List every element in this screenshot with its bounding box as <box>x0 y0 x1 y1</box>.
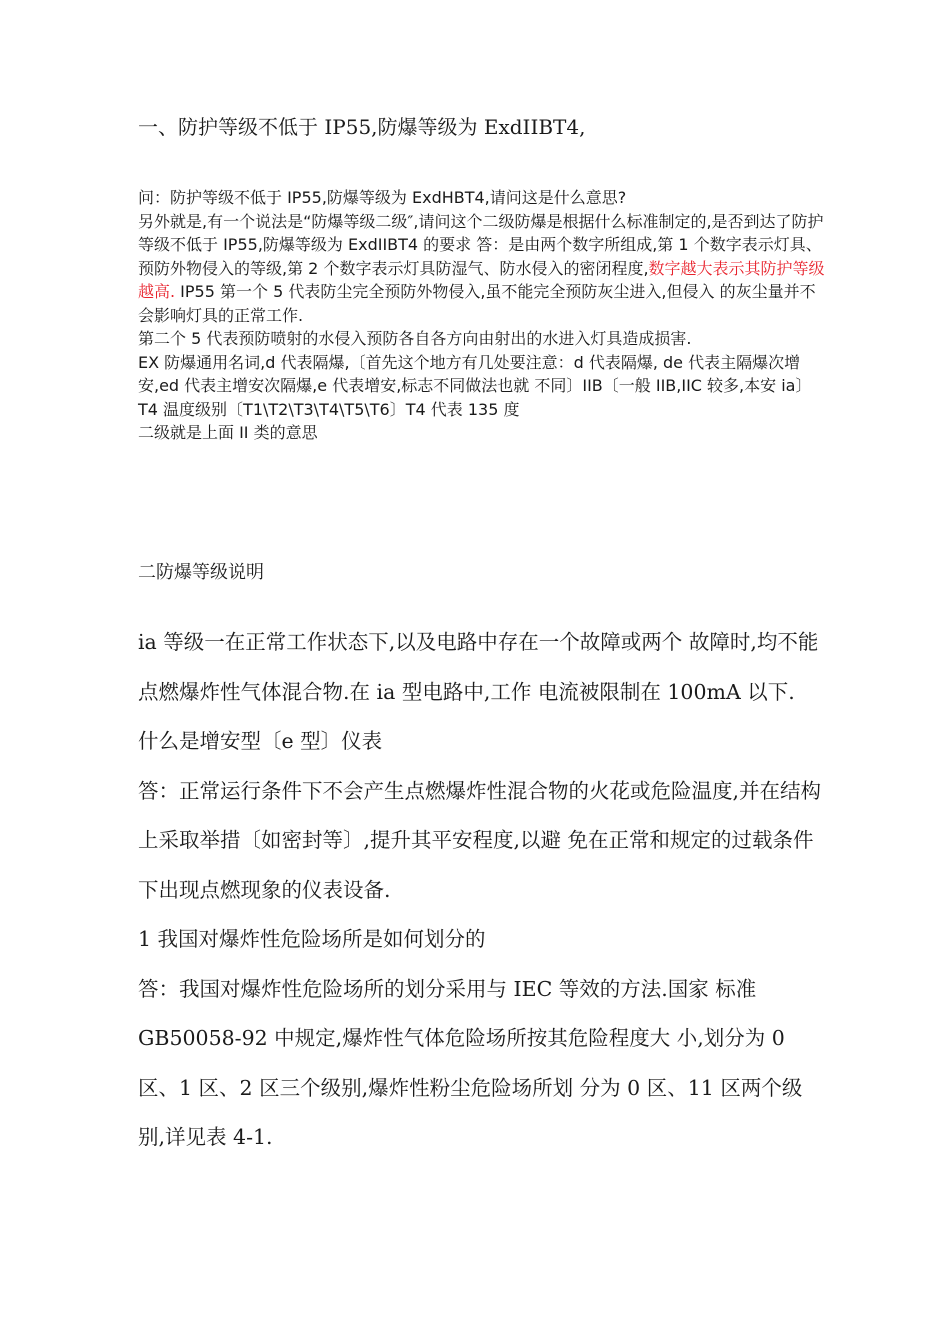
section-heading-explosion-grade: 二防爆等级说明 <box>138 562 264 583</box>
ex-marking-paragraph: EX 防爆通用名词,d 代表隔爆,〔首先这个地方有几处要注意：d 代表隔爆, de 代表主隔爆次增安,ed 代表主增安次隔爆,e 代表增安,标志不同做法也就 不同〕IIB〔一般 IIB,IIC 较多,本安 ia〕T4 温度级别〔T1\T2\T3\T4\T5\T6〕T4 代表 135 度 <box>138 352 812 419</box>
increased-safety-answer: 答：正常运行条件下不会产生点燃爆炸性混合物的火花或危险温度,并在结构上采取举措〔如密封等〕,提升其平安程度,以避 免在正常和规定的过载条件下出现点燃现象的仪表设备. <box>138 778 822 902</box>
answer-text-intro: 另外就是,有一个说法是“防爆等级二级″,请问这个二级防爆是根据什么标准制定的,是否到达了防护等级不低于 IP55,防爆等级为 ExdIIBT4 的要求 答：是由两个数字所组成,第 1 个数字表示灯具、预防外物侵入的等级,第 2 个数字表示灯具防湿气、防水侵入的密闭程度, <box>138 211 824 278</box>
answer-paragraph <box>138 210 828 328</box>
hazardous-area-answer: 答：我国对爆炸性危险场所的划分采用与 IEC 等效的方法.国家 标准 GB50058-92 中规定,爆炸性气体危险场所按其危险程度大 小,划分为 0 区、1 区、2 区三个级别,爆炸性粉尘危险场所划 分为 0 区、11 区两个级别,详见表 4-1. <box>138 976 803 1149</box>
qa-block <box>138 186 828 445</box>
increased-safety-question: 什么是增安型〔e 型〕仪表 <box>138 729 383 753</box>
highlighted-text: 数字越大表示其防护等级越高. <box>138 258 825 301</box>
second-digit-paragraph: 第二个 5 代表预防喷射的水侵入预防各自各方向由射出的水进入灯具造成损害. <box>138 329 692 348</box>
class-two-paragraph: 二级就是上面 II 类的意思 <box>138 423 318 442</box>
ia-grade-paragraph: ia 等级一在正常工作状态下,以及电路中存在一个故障或两个 故障时,均不能点燃爆炸性气体混合物.在 ia 型电路中,工作 电流被限制在 100mA 以下. <box>138 630 819 704</box>
hazardous-area-question: 1 我国对爆炸性危险场所是如何划分的 <box>138 927 486 951</box>
question-text: 问：防护等级不低于 IP55,防爆等级为 ExdHBT4,请问这是什么意思? <box>138 188 627 207</box>
explosion-grade-body <box>138 618 828 1163</box>
section-heading-protection-rating: 一、防护等级不低于 IP55,防爆等级为 ExdIIBT4, <box>138 115 586 139</box>
answer-text-ip55: IP55 第一个 5 代表防尘完全预防外物侵入,虽不能完全预防灰尘进入,但侵入 的灰尘量并不会影响灯具的正常工作. <box>138 282 816 325</box>
